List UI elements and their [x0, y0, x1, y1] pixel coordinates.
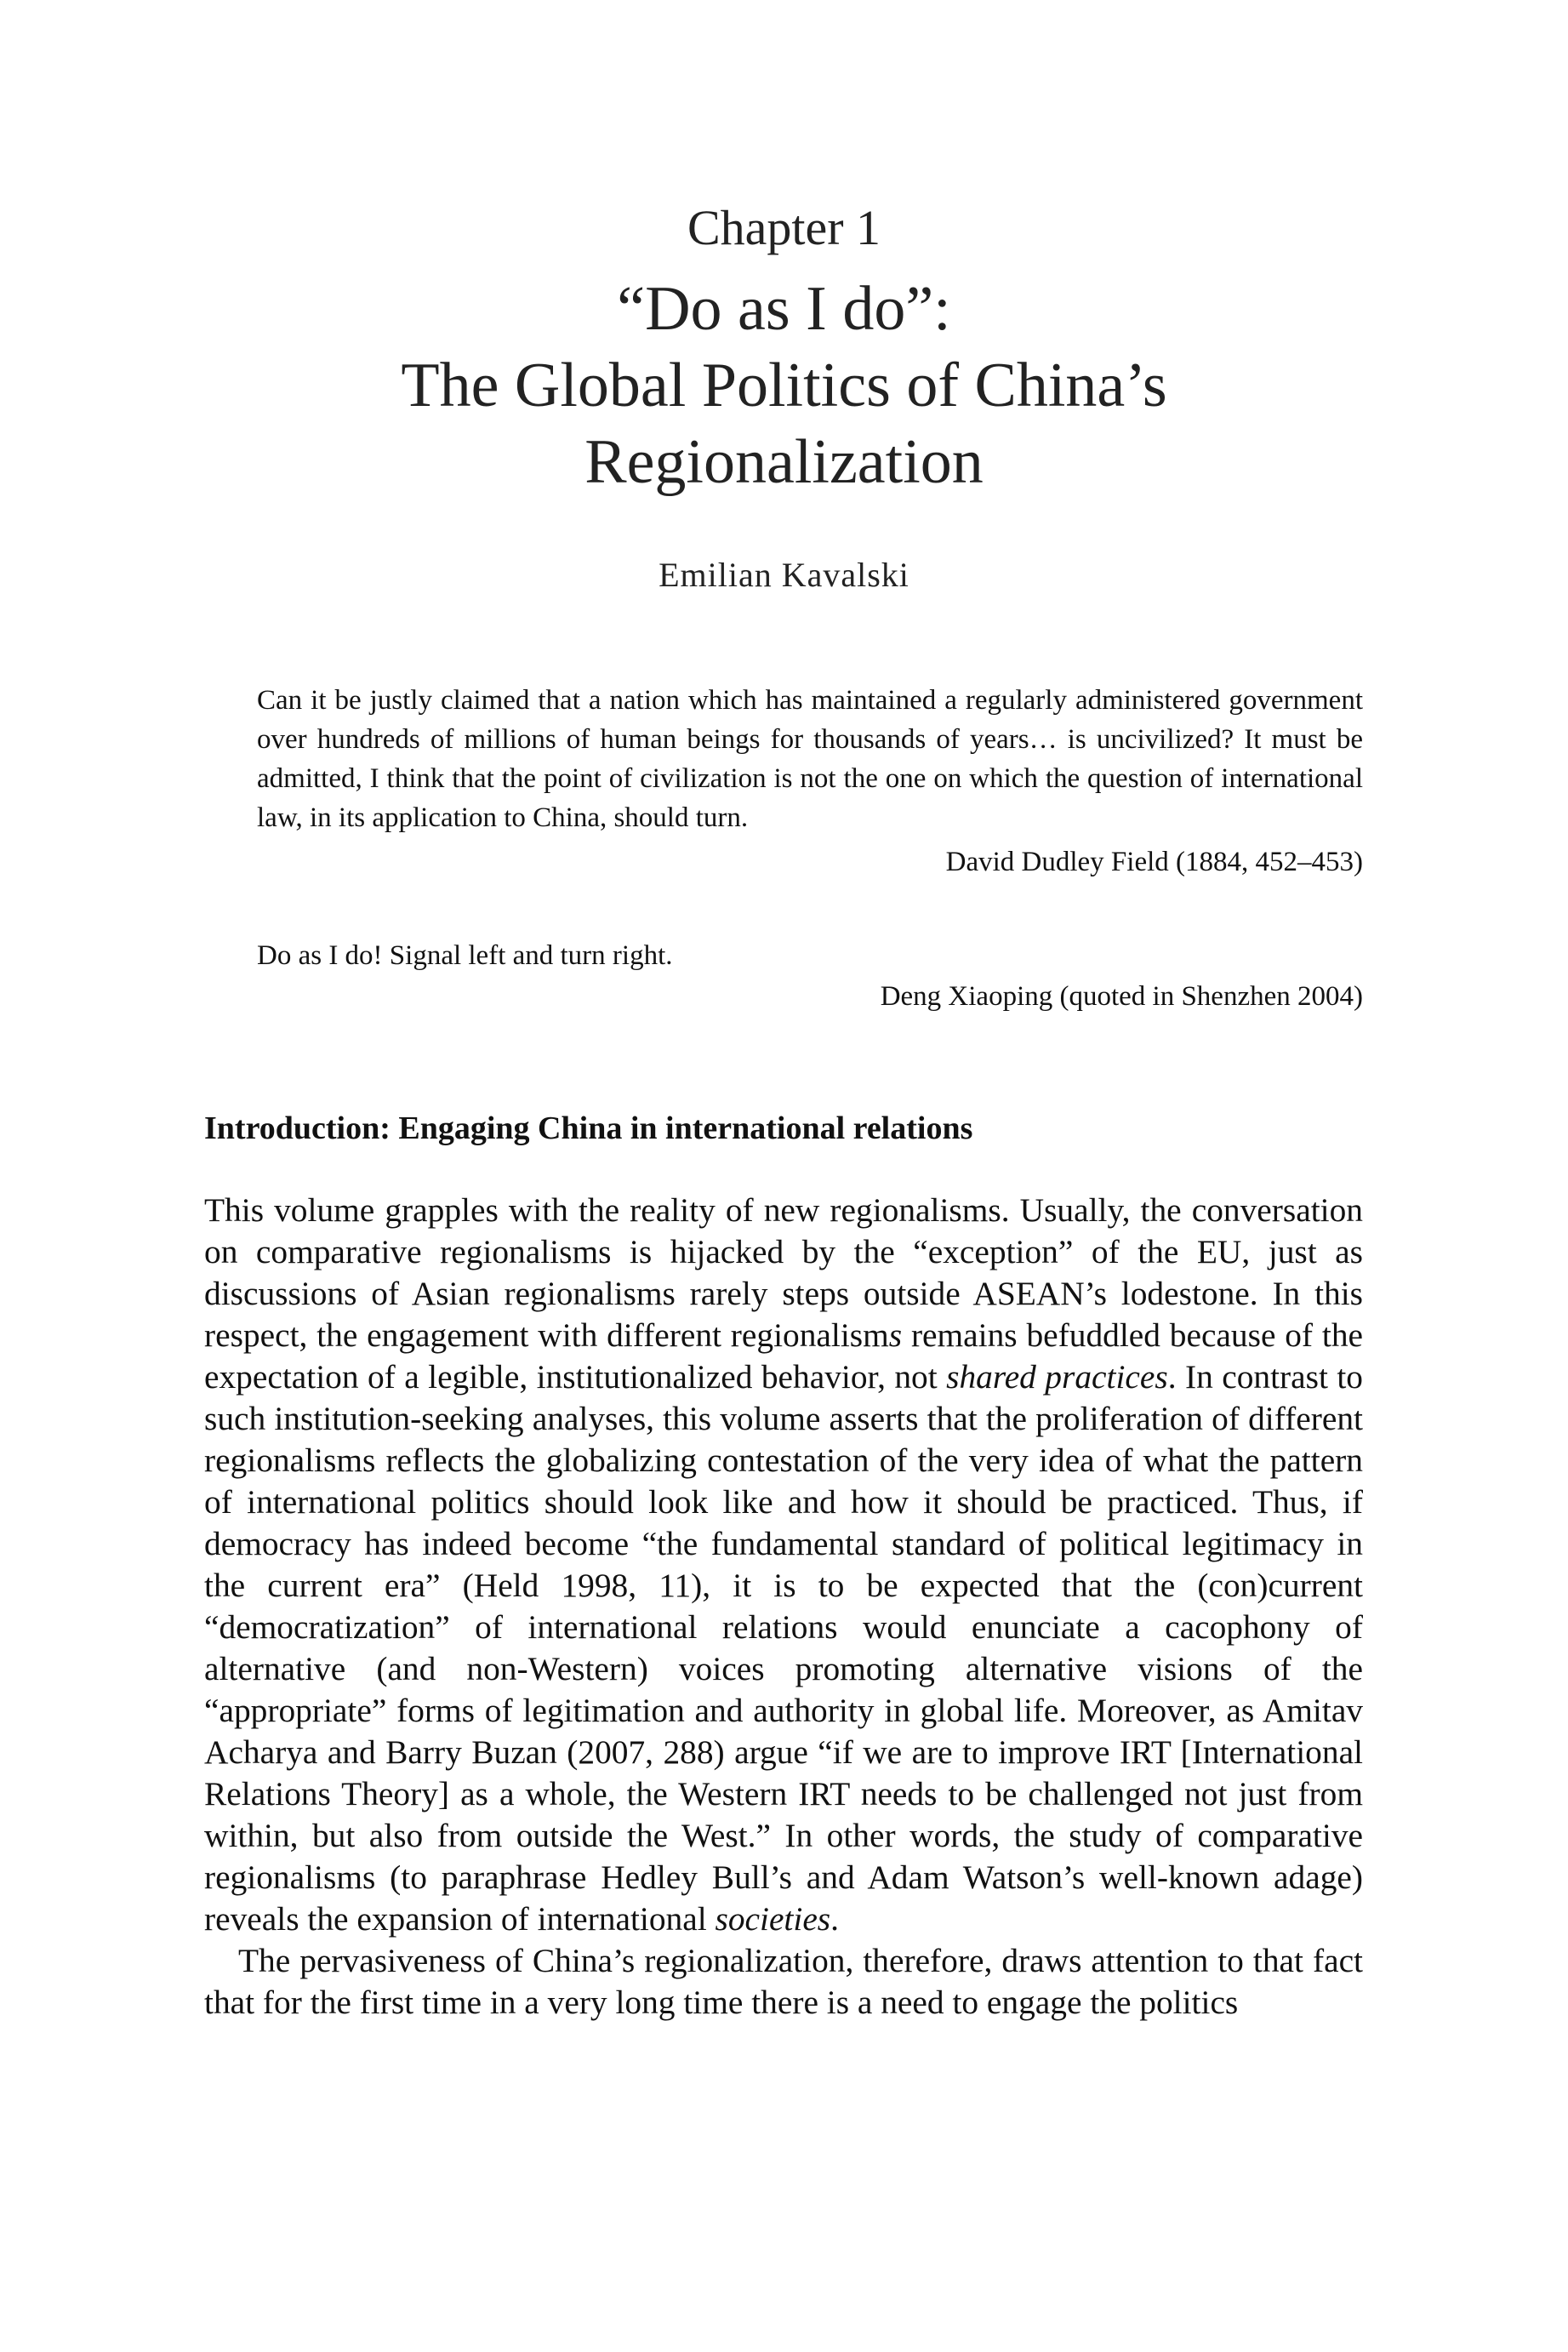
epigraph-2	[257, 936, 1363, 1016]
chapter-title-line-3: Regionalization	[584, 427, 984, 497]
italic-emphasis: shared practices	[946, 1358, 1168, 1396]
paragraph-text: . In contrast to such institution-seeking analyses, this volume asserts that the proliferation of different regionalisms reflects the globalizing contestation of the very idea of what the pattern of international politics should look like and how it should be practiced. Thus, if democracy has indeed become “the fundamental standard of political legitimacy in the current era” (Held 1998, 11), it is to be expected that the (con)current “democratization” of international relations would enunciate a cacophony of alternative (and non-Western) voices promoting alternative visions of the “appropriate” forms of legitimation and authority in global life. Moreover, as Amitav Acharya and Barry Buzan (2007, 288) argue “if we are to improve IRT [International Relations Theory] as a whole, the Western IRT needs to be challenged not just from within, but also from outside the West.” In other words, the study of comparative regionalisms (to paraphrase Hedley Bull’s and Adam Watson’s well-known adage) reveals the expansion of international	[204, 1358, 1363, 1938]
chapter-title	[0, 271, 1568, 500]
epigraph-1	[257, 681, 1363, 882]
epigraph-1-quote: Can it be justly claimed that a nation which has maintained a regularly administered government over hundreds of millions of human beings for thousands of years… is uncivilized? It must be admitted, I think that the point of civilization is not the one on which the question of international law, in its application to China, should turn.	[257, 685, 1363, 833]
body-paragraph-1	[204, 1190, 1363, 1940]
paragraph-text: This volume grapples with the reality of new regionalisms. Usually, the conversation on comparative regionalisms is hijacked by the “exception” of the EU, just as discussions of Asian regionalisms rarely steps outside ASEAN’s lodestone. In this respect, the engagement with different regionalism	[204, 1191, 1363, 1354]
paragraph-text: .	[830, 1900, 839, 1938]
paragraph-text: remains befuddled because of the expectation of a legible, institutionalized behavior, not	[204, 1316, 1363, 1396]
epigraph-2-quote: Do as I do! Signal left and turn right.	[257, 940, 673, 971]
chapter-title-line-2: The Global Politics of China’s	[401, 351, 1167, 420]
body-paragraph-2: The pervasiveness of China’s regionalization, therefore, draws attention to that fact that for the first time in a very long time there is a need to engage the politics	[204, 1942, 1363, 2021]
section-heading: Introduction: Engaging China in international relations	[204, 1110, 973, 1146]
chapter-label: Chapter 1	[687, 200, 881, 255]
body-text	[204, 1190, 1363, 2024]
italic-emphasis: s	[888, 1316, 903, 1354]
chapter-author: Emilian Kavalski	[659, 556, 909, 594]
epigraph-1-attribution: David Dudley Field (1884, 452–453)	[945, 847, 1363, 877]
epigraph-2-attribution: Deng Xiaoping (quoted in Shenzhen 2004)	[880, 981, 1363, 1012]
italic-emphasis: societies	[715, 1900, 831, 1938]
chapter-title-line-1: “Do as I do”:	[617, 274, 951, 344]
